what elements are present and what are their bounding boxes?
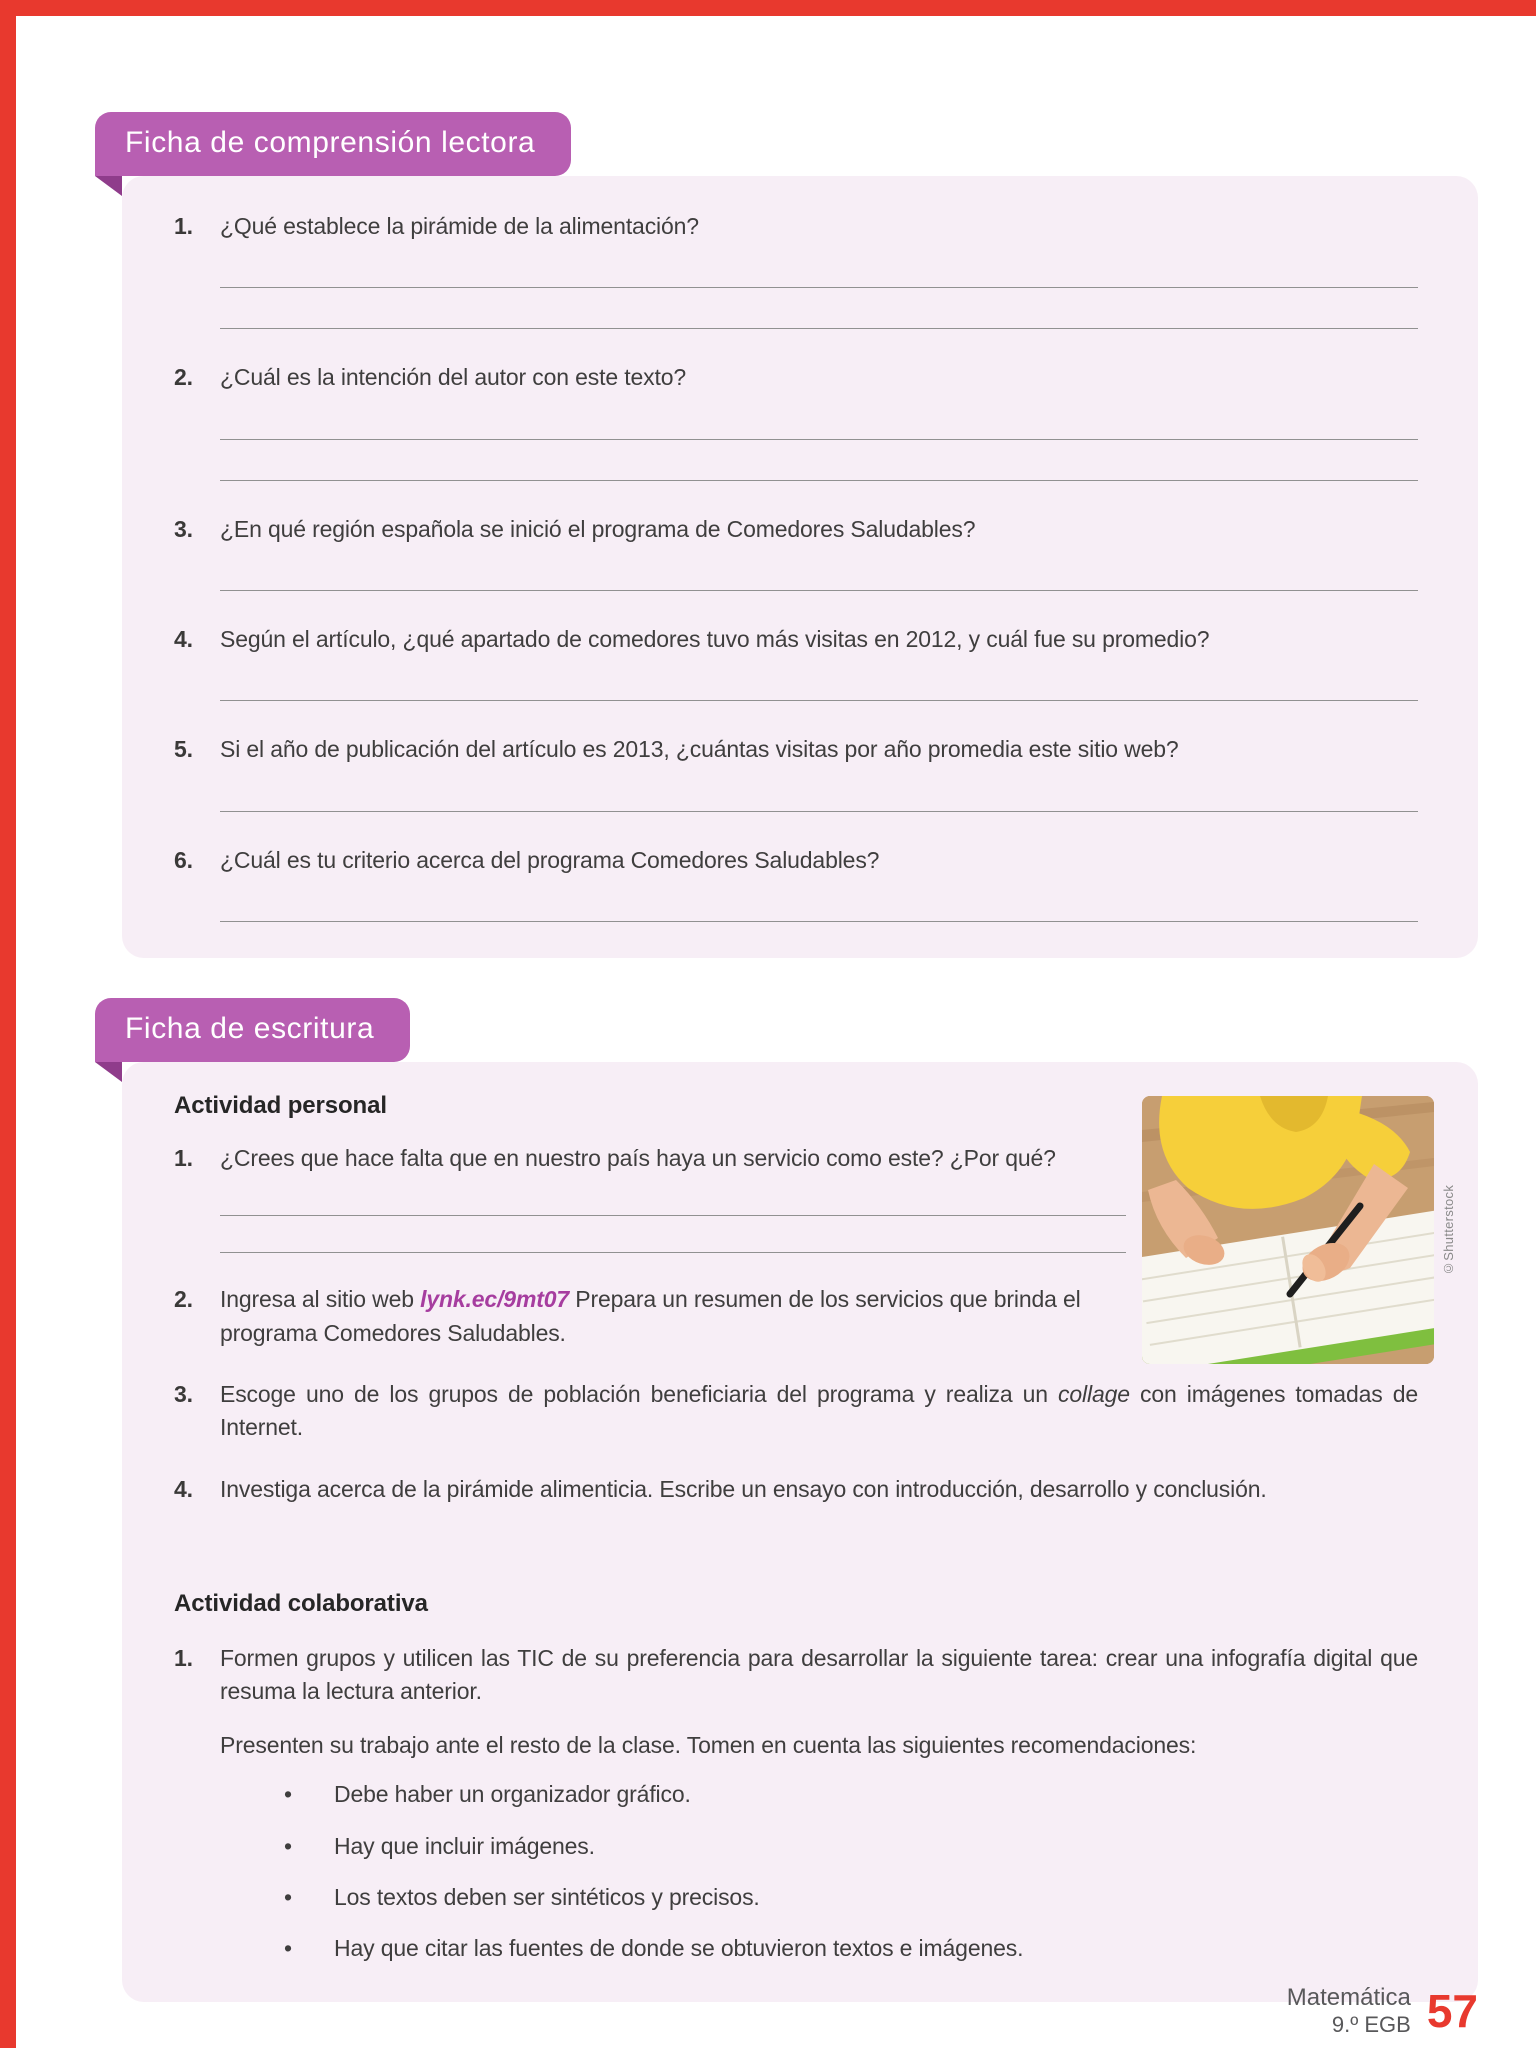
question-text: ¿Cuál es la intención del autor con este texto?	[220, 364, 687, 391]
writing-section	[122, 998, 1478, 2001]
answer-line	[220, 811, 1418, 812]
collab-paragraph-2: Presenten su trabajo ante el resto de la clase. Tomen en cuenta las siguientes recomendaciones:	[220, 1731, 1197, 1758]
item-text: Ingresa al sitio web lynk.ec/9mt07 Prepara un resumen de los servicios que brinda el programa Comedores Saludables.	[220, 1286, 1081, 1346]
question-text: ¿En qué región española se inició el programa de Comedores Saludables?	[220, 515, 976, 542]
photo-credit: ©Shutterstock	[1441, 1184, 1456, 1276]
answer-line	[220, 480, 1418, 481]
collaborative-activity-heading: Actividad colaborativa	[174, 1590, 428, 1618]
question-number: 6.	[174, 846, 193, 873]
question-number: 2.	[174, 364, 193, 391]
question-row-1	[174, 210, 1418, 329]
collaborative-item-1	[174, 1642, 1418, 1965]
answer-line	[220, 921, 1418, 922]
writing-panel	[122, 1062, 1478, 2001]
answer-line	[220, 328, 1418, 329]
tab-comprehension-label: Ficha de comprensión lectora	[125, 126, 536, 159]
item-number: 2.	[174, 1286, 193, 1313]
italic-word: collage	[1058, 1381, 1130, 1408]
list-item: • Los textos deben ser sintéticos y precisos.	[284, 1881, 1418, 1914]
bullet-icon: •	[284, 1935, 292, 1962]
question-number: 3.	[174, 515, 193, 542]
question-text: Si el año de publicación del artículo es 2013, ¿cuántas visitas por año promedia este sitio web?	[220, 736, 1179, 763]
question-row-5	[174, 733, 1418, 811]
item-text: ¿Crees que hace falta que en nuestro país haya un servicio como este? ¿Por qué?	[220, 1145, 1056, 1172]
list-item: • Debe haber un organizador gráfico.	[284, 1778, 1418, 1811]
item-number: 1.	[174, 1645, 193, 1672]
list-item: • Hay que incluir imágenes.	[284, 1830, 1418, 1863]
bullet-icon: •	[284, 1883, 292, 1910]
personal-item-2	[174, 1283, 1126, 1350]
red-top-border	[0, 0, 1536, 16]
question-text: Según el artículo, ¿qué apartado de comedores tuvo más visitas en 2012, y cuál fue su promedio?	[220, 626, 1210, 653]
question-text: ¿Qué establece la pirámide de la alimentación?	[220, 213, 699, 239]
list-item: • Hay que citar las fuentes de donde se obtuvieron textos e imágenes.	[284, 1932, 1418, 1965]
page-number: 57	[1426, 1984, 1478, 2037]
item-text: Escoge uno de los grupos de población beneficiaria del programa y realiza un collage con imágenes tomadas de Internet.	[220, 1381, 1418, 1441]
recommendation-list	[220, 1778, 1418, 1965]
tab-writing-label: Ficha de escritura	[125, 1012, 375, 1046]
item-number: 3.	[174, 1381, 193, 1408]
answer-line	[220, 439, 1418, 440]
personal-activity-heading: Actividad personal	[174, 1092, 387, 1120]
question-row-4	[174, 623, 1418, 701]
question-row-3	[174, 513, 1418, 591]
question-text: ¿Cuál es tu criterio acerca del programa Comedores Saludables?	[220, 846, 880, 873]
collab-paragraph-1: Formen grupos y utilicen las TIC de su preferencia para desarrollar la siguiente tarea: crear una infografía digital que resuma la lectura anterior.	[220, 1645, 1418, 1705]
question-number: 4.	[174, 626, 193, 653]
photo-child-writing	[1142, 1096, 1456, 1364]
item-number: 1.	[174, 1145, 193, 1172]
personal-item-3	[174, 1378, 1418, 1445]
footer-grade: 9.º EGB	[1331, 2012, 1411, 2038]
answer-line	[220, 1215, 1126, 1216]
footer-subject: Matemática	[1286, 1983, 1411, 2011]
red-left-border	[0, 0, 16, 2048]
tab-writing	[95, 998, 410, 1062]
bullet-icon: •	[284, 1832, 292, 1859]
comprehension-panel	[122, 176, 1478, 958]
answer-line	[220, 1252, 1126, 1253]
item-number: 4.	[174, 1475, 193, 1502]
page-content	[122, 0, 1478, 2002]
question-number: 1.	[174, 213, 193, 239]
web-link: lynk.ec/9mt07	[420, 1286, 570, 1313]
personal-item-4	[174, 1473, 1418, 1506]
page-footer	[1287, 1984, 1478, 2038]
photo-frame	[1142, 1096, 1434, 1364]
answer-line	[220, 287, 1418, 288]
comprehension-section	[122, 112, 1478, 958]
tab-comprehension	[95, 112, 571, 176]
bullet-icon: •	[284, 1781, 292, 1808]
photo-illustration	[1142, 1096, 1434, 1364]
answer-line	[220, 700, 1418, 701]
question-row-6	[174, 844, 1418, 922]
question-row-2	[174, 361, 1418, 480]
item-text: Investiga acerca de la pirámide alimenticia. Escribe un ensayo con introducción, desarrollo y conclusión.	[220, 1475, 1267, 1502]
question-number: 5.	[174, 736, 193, 763]
answer-line	[220, 590, 1418, 591]
personal-item-1	[174, 1142, 1126, 1253]
